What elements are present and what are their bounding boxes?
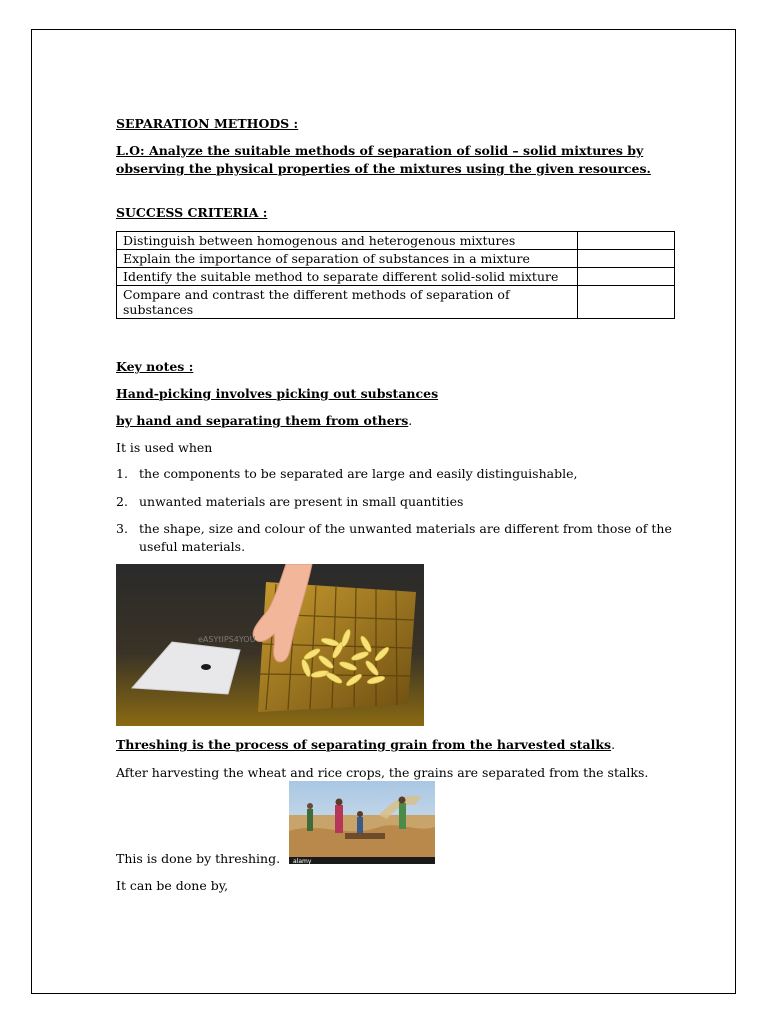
list-item xyxy=(116,520,676,556)
criteria-text: Explain the importance of separation of substances in a mixture xyxy=(117,250,578,268)
list-number: 3. xyxy=(116,521,128,536)
handpicking-illustration xyxy=(116,564,424,726)
learning-objective: L.O: Analyze the suitable methods of separation of solid – solid mixtures by observing the physical properties of the mixtures using the given resources. xyxy=(116,143,651,176)
image-watermark: eASYtIPS4YOU xyxy=(198,635,256,644)
after-harvest-text: After harvesting the wheat and rice crops, the grains are separated from the stalks. xyxy=(116,765,649,780)
success-criteria-title: SUCCESS CRITERIA : xyxy=(116,205,268,220)
handpicking-period: . xyxy=(408,413,413,428)
criteria-check-cell xyxy=(578,268,675,286)
criteria-row xyxy=(117,232,675,250)
used-when-text: It is used when xyxy=(116,440,213,455)
list-text: the shape, size and colour of the unwanted materials are different from those of the useful materials. xyxy=(139,521,672,554)
threshing-period: . xyxy=(611,737,616,752)
criteria-text: Identify the suitable method to separate different solid-solid mixture xyxy=(117,268,578,286)
criteria-row xyxy=(117,286,675,319)
handpicking-definition-line2 xyxy=(116,412,412,430)
criteria-check-cell xyxy=(578,286,675,319)
criteria-text: Distinguish between homogenous and heterogenous mixtures xyxy=(117,232,578,250)
handpicking-definition-text: by hand and separating them from others xyxy=(116,413,409,428)
criteria-check-cell xyxy=(578,232,675,250)
list-item xyxy=(116,465,676,483)
criteria-row xyxy=(117,250,675,268)
key-notes-title: Key notes : xyxy=(116,359,194,374)
list-item xyxy=(116,493,676,511)
criteria-check-cell xyxy=(578,250,675,268)
handpicking-definition-line1: Hand-picking involves picking out substances xyxy=(116,386,439,401)
done-by-threshing-text: This is done by threshing. xyxy=(116,851,281,866)
section-heading: SEPARATION METHODS : xyxy=(116,116,299,131)
list-text: the components to be separated are large and easily distinguishable, xyxy=(139,466,578,481)
criteria-row xyxy=(117,268,675,286)
threshing-definition: Threshing is the process of separating grain from the harvested stalks xyxy=(116,737,612,752)
list-number: 2. xyxy=(116,494,128,509)
can-be-done-text: It can be done by, xyxy=(116,878,229,893)
photo-tag: alamy xyxy=(293,858,312,864)
threshing-definition-line xyxy=(116,736,615,754)
threshing-photo xyxy=(289,781,435,864)
list-text: unwanted materials are present in small quantities xyxy=(139,494,464,509)
success-criteria-table xyxy=(116,231,675,319)
criteria-text: Compare and contrast the different methods of separation of substances xyxy=(117,286,578,319)
list-number: 1. xyxy=(116,466,128,481)
